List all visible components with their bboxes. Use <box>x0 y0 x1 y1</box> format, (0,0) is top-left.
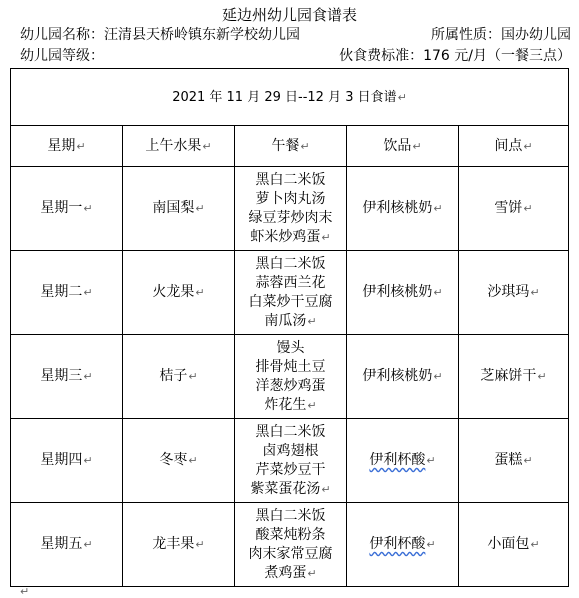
header-drink: 饮品↵ <box>347 126 459 167</box>
lunch-cell <box>235 419 347 503</box>
lunch-dish: 排骨炖土豆 <box>255 358 326 375</box>
lunch-cell <box>235 167 347 251</box>
snack-cell: 小面包↵ <box>459 503 569 587</box>
snack-cell: 蛋糕↵ <box>459 419 569 503</box>
table-row <box>11 419 569 503</box>
lunch-dish: 绿豆芽炒肉末 <box>248 209 333 226</box>
lunch-dish: 酸菜炖粉条 <box>255 526 326 543</box>
menu-table <box>10 68 569 587</box>
fruit-cell: 南国梨↵ <box>123 167 235 251</box>
lunch-cell <box>235 503 347 587</box>
lunch-dish: 黑白二米饭 <box>255 507 326 524</box>
lunch-dish: 紫菜蛋花汤↵ <box>250 480 331 497</box>
lunch-dish: 黑白二米饭 <box>255 423 326 440</box>
lunch-dish: 卤鸡翅根 <box>262 442 319 459</box>
drink-cell: 伊利核桃奶↵ <box>347 167 459 251</box>
lunch-dish: 黑白二米饭 <box>255 255 326 272</box>
header-fruit: 上午水果↵ <box>123 126 235 167</box>
lunch-dish: 蒜蓉西兰花 <box>255 274 326 291</box>
school-name-text: 幼儿园名称：汪清县天桥岭镇东新学校幼儿园 <box>20 27 300 43</box>
table-row <box>11 503 569 587</box>
header-day: 星期↵ <box>11 126 123 167</box>
lunch-dish: 黑白二米饭 <box>255 171 326 188</box>
lunch-dish: 馒头 <box>276 339 305 356</box>
header-lunch: 午餐↵ <box>235 126 347 167</box>
table-row <box>11 335 569 419</box>
snack-cell: 沙琪玛↵ <box>459 251 569 335</box>
lunch-dish: 炸花生↵ <box>264 396 317 413</box>
lunch-dish: 洋葱炒鸡蛋 <box>255 377 326 394</box>
fee-standard-text: 伙食费标准：176 元/月（一餐三点） <box>339 48 571 64</box>
week-caption-cell <box>11 69 569 126</box>
fruit-cell: 冬枣↵ <box>123 419 235 503</box>
lunch-dish: 萝卜肉丸汤 <box>255 190 326 207</box>
lunch-dish: 白菜炒干豆腐 <box>248 293 333 310</box>
lunch-cell <box>235 335 347 419</box>
week-caption: 2021 年 11 月 29 日--12 月 3 日食谱 <box>172 89 397 105</box>
table-row <box>11 251 569 335</box>
grade-text: 幼儿园等级： <box>20 48 104 64</box>
info-row-school <box>8 26 571 44</box>
header-row <box>11 126 569 167</box>
table-row <box>11 167 569 251</box>
lunch-dish: 芹菜炒豆干 <box>255 461 326 478</box>
drink-cell: 伊利杯酸↵ <box>347 503 459 587</box>
return-mark: ↵ <box>397 90 407 104</box>
drink-cell: 伊利核桃奶↵ <box>347 335 459 419</box>
day-cell: 星期一↵ <box>11 167 123 251</box>
info-row-fee <box>8 47 571 65</box>
header-snack: 间点↵ <box>459 126 569 167</box>
fruit-cell: 火龙果↵ <box>123 251 235 335</box>
day-cell: 星期四↵ <box>11 419 123 503</box>
drink-cell: 伊利杯酸↵ <box>347 419 459 503</box>
lunch-dish: 虾米炒鸡蛋↵ <box>250 228 331 245</box>
day-cell: 星期五↵ <box>11 503 123 587</box>
lunch-cell <box>235 251 347 335</box>
paragraph-mark: ↵ <box>20 585 30 598</box>
caption-row <box>11 69 569 126</box>
snack-cell: 雪饼↵ <box>459 167 569 251</box>
snack-cell: 芝麻饼干↵ <box>459 335 569 419</box>
fruit-cell: 桔子↵ <box>123 335 235 419</box>
day-cell: 星期三↵ <box>11 335 123 419</box>
ownership-text: 所属性质：国办幼儿园 <box>431 27 571 43</box>
lunch-dish: 肉末家常豆腐 <box>248 545 333 562</box>
lunch-dish: 煮鸡蛋↵ <box>264 564 317 581</box>
fruit-cell: 龙丰果↵ <box>123 503 235 587</box>
day-cell: 星期二↵ <box>11 251 123 335</box>
lunch-dish: 南瓜汤↵ <box>264 312 317 329</box>
document-title: 延边州幼儿园食谱表 <box>221 6 357 24</box>
drink-cell: 伊利核桃奶↵ <box>347 251 459 335</box>
